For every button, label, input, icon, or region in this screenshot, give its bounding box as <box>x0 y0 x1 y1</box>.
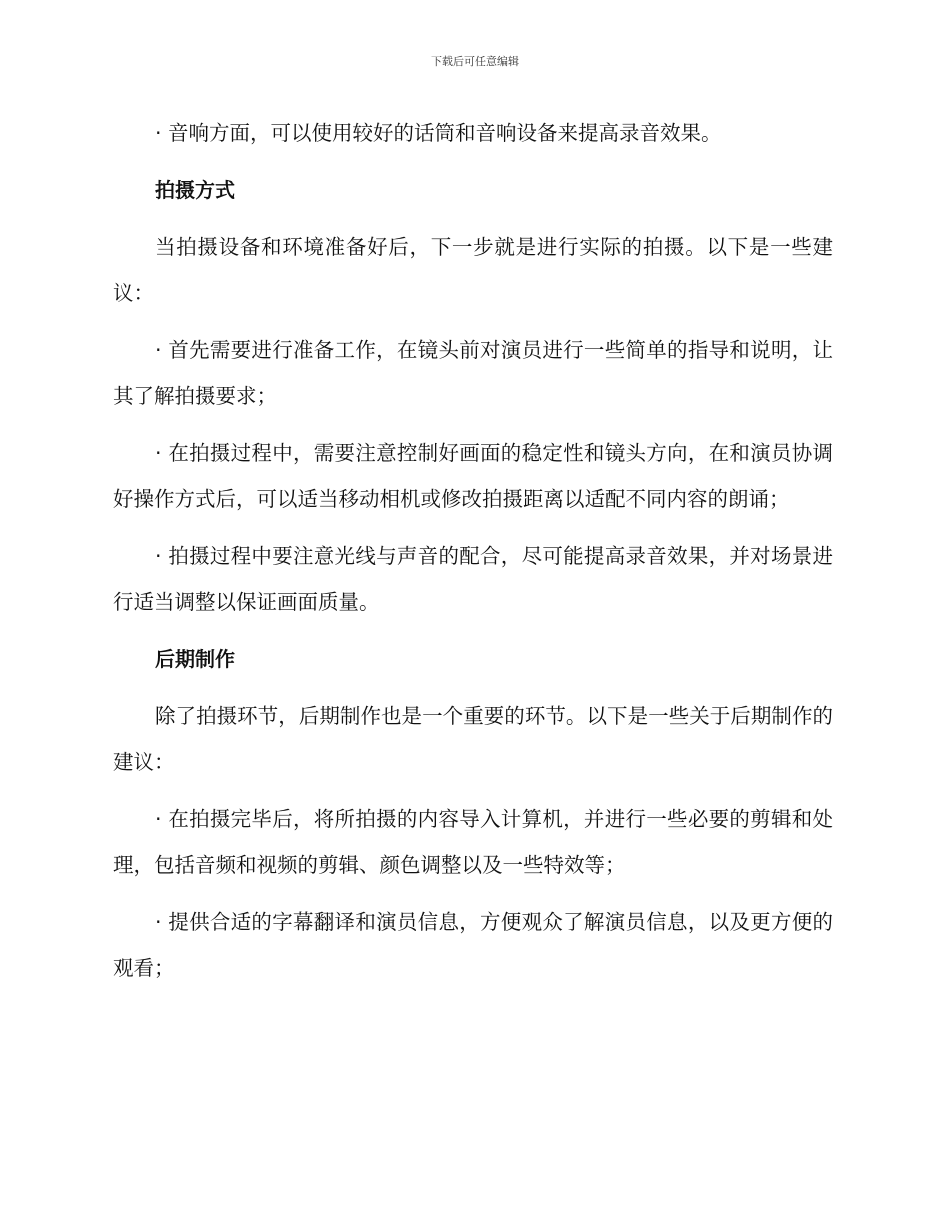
document-body <box>113 110 833 991</box>
heading-post-production: 后期制作 <box>155 647 235 671</box>
paragraph-editing: · 在拍摄完毕后，将所拍摄的内容导入计算机，并进行一些必要的剪辑和处理，包括音频和视频的剪辑、颜色调整以及一些特效等； <box>113 807 833 877</box>
heading-shooting-method: 拍摄方式 <box>155 178 235 202</box>
paragraph-subtitles: · 提供合适的字幕翻译和演员信息，方便观众了解演员信息，以及更方便的观看； <box>113 910 833 980</box>
paragraph-post-intro: 除了拍摄环节，后期制作也是一个重要的环节。以下是一些关于后期制作的建议： <box>113 704 833 774</box>
paragraph-preparation: · 首先需要进行准备工作，在镜头前对演员进行一些简单的指导和说明，让其了解拍摄要求； <box>113 338 833 408</box>
page-header: 下载后可任意编辑 <box>431 55 519 68</box>
paragraph-light-sound: · 拍摄过程中要注意光线与声音的配合，尽可能提高录音效果，并对场景进行适当调整以保证画面质量。 <box>113 544 833 614</box>
paragraph-shooting-intro: 当拍摄设备和环境准备好后，下一步就是进行实际的拍摄。以下是一些建议： <box>113 235 833 305</box>
paragraph-stability: · 在拍摄过程中，需要注意控制好画面的稳定性和镜头方向，在和演员协调好操作方式后，可以适当移动相机或修改拍摄距离以适配不同内容的朗诵； <box>113 441 833 511</box>
paragraph-audio: · 音响方面，可以使用较好的话筒和音响设备来提高录音效果。 <box>155 121 722 145</box>
